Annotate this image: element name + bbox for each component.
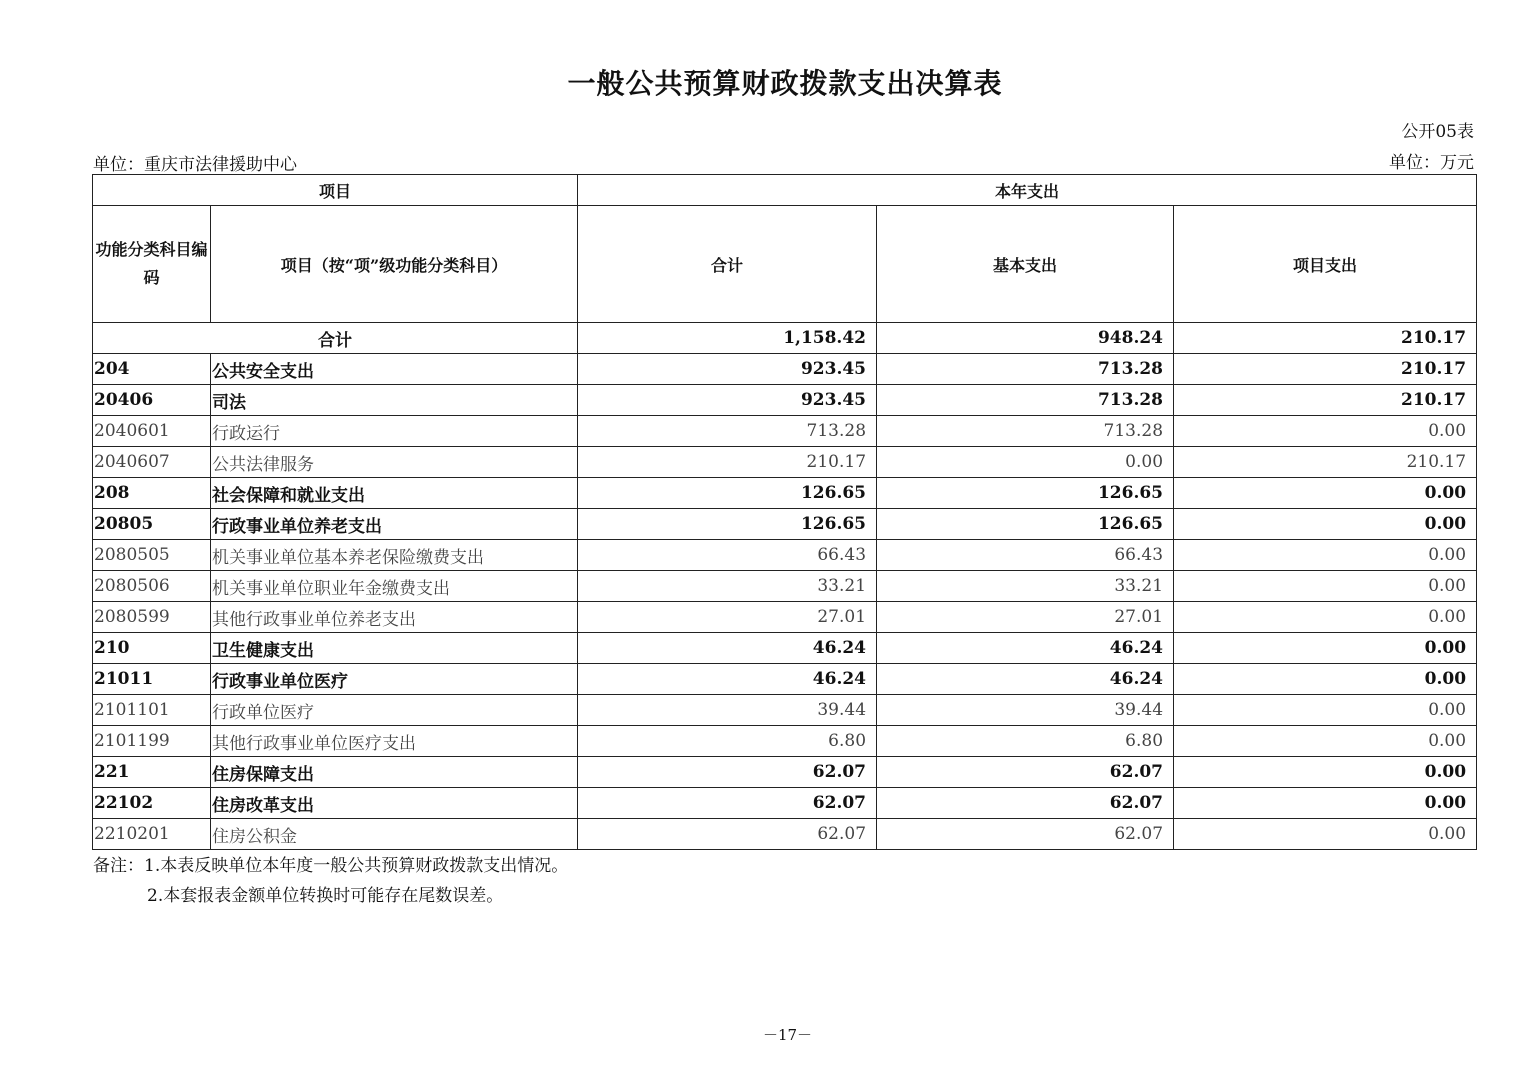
total-label: 合计 (93, 323, 578, 354)
row-name: 住房公积金 (211, 819, 578, 850)
currency-unit: 单位：万元 (1389, 153, 1474, 173)
table-row (93, 602, 1477, 633)
row-code: 22102 (93, 788, 211, 819)
row-project: 0.00 (1174, 726, 1477, 757)
total-basic: 948.24 (877, 323, 1174, 354)
row-total: 33.21 (578, 571, 877, 602)
row-total: 46.24 (578, 664, 877, 695)
row-total: 66.43 (578, 540, 877, 571)
row-code: 221 (93, 757, 211, 788)
page-title: 一般公共预算财政拨款支出决算表 (567, 67, 1003, 100)
table-row (93, 354, 1477, 385)
row-name: 公共安全支出 (211, 354, 578, 385)
header-basic: 基本支出 (877, 206, 1174, 323)
row-project: 0.00 (1174, 695, 1477, 726)
row-basic: 27.01 (877, 602, 1174, 633)
row-name: 行政事业单位养老支出 (211, 509, 578, 540)
row-basic: 62.07 (877, 788, 1174, 819)
row-project: 0.00 (1174, 819, 1477, 850)
header-current-year: 本年支出 (578, 175, 1477, 206)
row-code: 208 (93, 478, 211, 509)
row-name: 行政运行 (211, 416, 578, 447)
row-code: 210 (93, 633, 211, 664)
row-name: 住房保障支出 (211, 757, 578, 788)
row-name: 公共法律服务 (211, 447, 578, 478)
row-code: 2040601 (93, 416, 211, 447)
row-total: 39.44 (578, 695, 877, 726)
page-number: －17－ (762, 1026, 813, 1044)
row-total: 923.45 (578, 354, 877, 385)
expenditure-table (92, 174, 1477, 850)
row-name: 行政单位医疗 (211, 695, 578, 726)
row-code: 204 (93, 354, 211, 385)
row-code: 2080505 (93, 540, 211, 571)
row-basic: 126.65 (877, 509, 1174, 540)
row-basic: 66.43 (877, 540, 1174, 571)
header-project: 项目 (93, 175, 578, 206)
row-project: 0.00 (1174, 664, 1477, 695)
organization-unit: 单位：重庆市法律援助中心 (93, 155, 297, 175)
table-row (93, 509, 1477, 540)
row-total: 210.17 (578, 447, 877, 478)
row-project: 0.00 (1174, 788, 1477, 819)
row-total: 713.28 (578, 416, 877, 447)
row-basic: 126.65 (877, 478, 1174, 509)
table-row (93, 757, 1477, 788)
row-total: 126.65 (578, 478, 877, 509)
row-basic: 6.80 (877, 726, 1174, 757)
table-row (93, 416, 1477, 447)
row-project: 0.00 (1174, 571, 1477, 602)
row-project: 0.00 (1174, 540, 1477, 571)
row-project: 210.17 (1174, 385, 1477, 416)
table-row (93, 726, 1477, 757)
row-basic: 46.24 (877, 633, 1174, 664)
table-row (93, 664, 1477, 695)
total-row (93, 323, 1477, 354)
row-total: 126.65 (578, 509, 877, 540)
row-code: 2101101 (93, 695, 211, 726)
row-project: 0.00 (1174, 478, 1477, 509)
row-basic: 39.44 (877, 695, 1174, 726)
row-project: 0.00 (1174, 416, 1477, 447)
table-row (93, 385, 1477, 416)
row-basic: 713.28 (877, 416, 1174, 447)
row-name: 社会保障和就业支出 (211, 478, 578, 509)
row-code: 20406 (93, 385, 211, 416)
row-basic: 62.07 (877, 819, 1174, 850)
row-name: 司法 (211, 385, 578, 416)
row-code: 2040607 (93, 447, 211, 478)
header-code: 功能分类科目编码 (93, 206, 211, 323)
header-project-exp: 项目支出 (1174, 206, 1477, 323)
note-1: 备注：1.本表反映单位本年度一般公共预算财政拨款支出情况。 (93, 856, 569, 876)
row-project: 210.17 (1174, 354, 1477, 385)
row-name: 住房改革支出 (211, 788, 578, 819)
row-project: 210.17 (1174, 447, 1477, 478)
header-total: 合计 (578, 206, 877, 323)
table-row (93, 571, 1477, 602)
row-name: 卫生健康支出 (211, 633, 578, 664)
row-code: 2210201 (93, 819, 211, 850)
row-basic: 713.28 (877, 385, 1174, 416)
row-total: 6.80 (578, 726, 877, 757)
note-2: 2.本套报表金额单位转换时可能存在尾数误差。 (147, 886, 504, 906)
row-code: 2080506 (93, 571, 211, 602)
row-basic: 713.28 (877, 354, 1174, 385)
row-total: 27.01 (578, 602, 877, 633)
row-total: 923.45 (578, 385, 877, 416)
table-row (93, 478, 1477, 509)
form-number: 公开05表 (1401, 122, 1474, 142)
row-project: 0.00 (1174, 509, 1477, 540)
table-row (93, 633, 1477, 664)
total-amount: 1,158.42 (578, 323, 877, 354)
row-name: 行政事业单位医疗 (211, 664, 578, 695)
table-row (93, 788, 1477, 819)
row-name: 其他行政事业单位养老支出 (211, 602, 578, 633)
row-basic: 0.00 (877, 447, 1174, 478)
row-code: 2101199 (93, 726, 211, 757)
row-name: 机关事业单位职业年金缴费支出 (211, 571, 578, 602)
table-row (93, 819, 1477, 850)
row-total: 62.07 (578, 819, 877, 850)
table-row (93, 540, 1477, 571)
row-basic: 33.21 (877, 571, 1174, 602)
row-total: 62.07 (578, 788, 877, 819)
row-total: 62.07 (578, 757, 877, 788)
row-code: 21011 (93, 664, 211, 695)
row-name: 其他行政事业单位医疗支出 (211, 726, 578, 757)
row-basic: 62.07 (877, 757, 1174, 788)
row-basic: 46.24 (877, 664, 1174, 695)
row-name: 机关事业单位基本养老保险缴费支出 (211, 540, 578, 571)
row-code: 20805 (93, 509, 211, 540)
table-row (93, 447, 1477, 478)
row-code: 2080599 (93, 602, 211, 633)
row-project: 0.00 (1174, 602, 1477, 633)
row-project: 0.00 (1174, 757, 1477, 788)
row-total: 46.24 (578, 633, 877, 664)
row-project: 0.00 (1174, 633, 1477, 664)
total-project: 210.17 (1174, 323, 1477, 354)
table-row (93, 695, 1477, 726)
notes (93, 851, 568, 911)
header-item-name: 项目（按“项”级功能分类科目） (211, 206, 578, 323)
